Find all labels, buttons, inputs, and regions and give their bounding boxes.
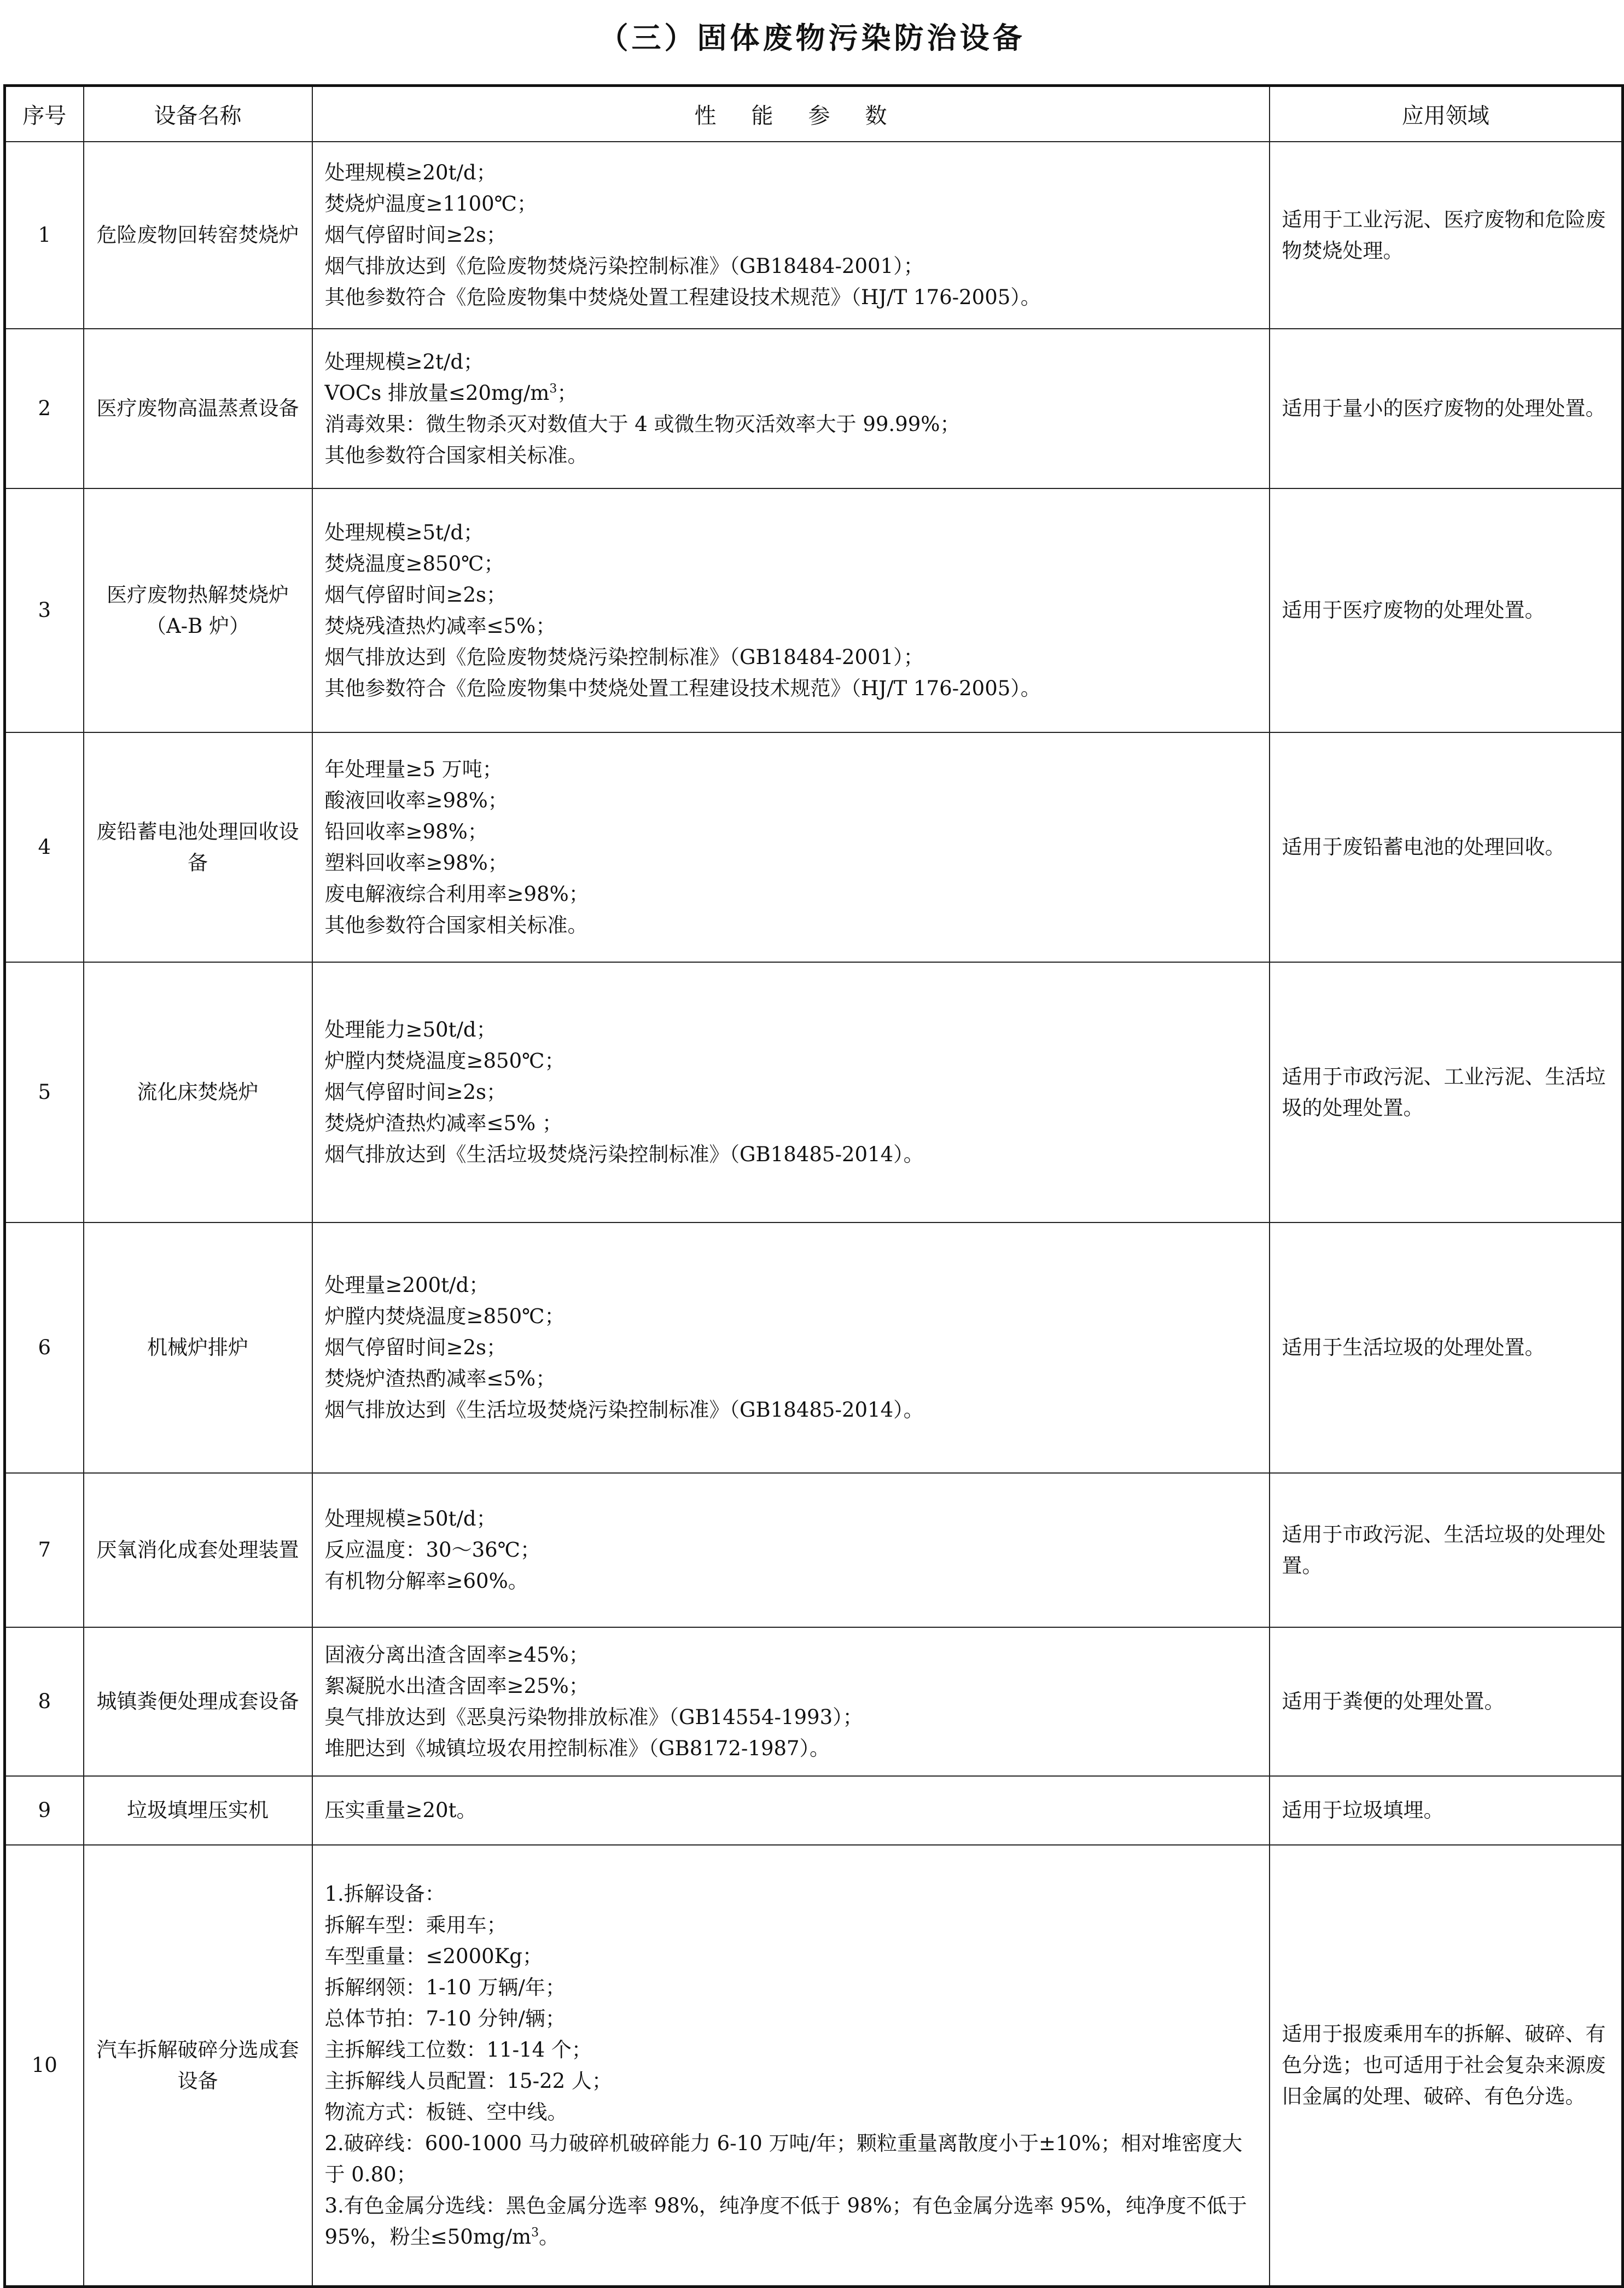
- equipment-name: 废铅蓄电池处理回收设备: [84, 732, 312, 962]
- table-row: [5, 1627, 1623, 1776]
- header-app: 应用领域: [1270, 86, 1623, 142]
- param-line: 处理规模≥20t/d；: [324, 161, 497, 184]
- param-line: 处理能力≥50t/d；: [324, 1018, 497, 1041]
- row-number: 7: [5, 1473, 84, 1627]
- application-field: 适用于工业污泥、医疗废物和危险废物焚烧处理。: [1270, 142, 1623, 329]
- table-row: [5, 142, 1623, 329]
- performance-params: [312, 488, 1270, 732]
- performance-params: [312, 1473, 1270, 1627]
- param-line: 烟气停留时间≥2s；: [324, 1080, 507, 1104]
- table-row: [5, 1222, 1623, 1473]
- row-number: 4: [5, 732, 84, 962]
- param-line: 主拆解线工位数：11-14 个；: [324, 2037, 592, 2062]
- equipment-name: 机械炉排炉: [84, 1222, 312, 1473]
- page-title: （三）固体废物污染防治设备: [598, 21, 1026, 55]
- equipment-name: 城镇粪便处理成套设备: [84, 1627, 312, 1776]
- param-line: 年处理量≥5 万吨；: [324, 757, 503, 781]
- row-number: 5: [5, 962, 84, 1222]
- application-field: 适用于市政污泥、工业污泥、生活垃圾的处理处置。: [1270, 962, 1623, 1222]
- param-line: 焚烧残渣热灼减率≤5%；: [324, 614, 556, 638]
- param-line: 焚烧温度≥850℃；: [324, 551, 504, 575]
- param-line: 焚烧炉渣热酌减率≤5%；: [324, 1367, 556, 1390]
- row-number: 3: [5, 488, 84, 732]
- param-line: 烟气排放达到《危险废物焚烧污染控制标准》（GB18484-2001）；: [324, 254, 924, 278]
- equipment-name: 医疗废物高温蒸煮设备: [84, 329, 312, 488]
- param-line: 废电解液综合利用率≥98%；: [324, 882, 589, 906]
- param-line: 1.拆解设备：: [324, 1882, 445, 1906]
- application-field: 适用于废铅蓄电池的处理回收。: [1270, 732, 1623, 962]
- param-line: 酸液回收率≥98%；: [324, 788, 508, 812]
- param-line: 烟气停留时间≥2s；: [324, 1336, 507, 1359]
- param-line: 堆肥达到《城镇垃圾农用控制标准》（GB8172-1987）。: [324, 1736, 830, 1760]
- param-line: 臭气排放达到《恶臭污染物排放标准》（GB14554-1993）；: [324, 1705, 863, 1729]
- row-number: 6: [5, 1222, 84, 1473]
- param-line: 烟气排放达到《生活垃圾焚烧污染控制标准》（GB18485-2014）。: [324, 1143, 924, 1166]
- equipment-name: 汽车拆解破碎分选成套设备: [84, 1845, 312, 2287]
- header-no: 序号: [5, 86, 84, 142]
- param-line: 焚烧炉温度≥1100℃；: [324, 192, 538, 216]
- param-line: 其他参数符合国家相关标准。: [324, 913, 588, 937]
- param-line: 拆解纲领：1-10 万辆/年；: [324, 1975, 566, 1999]
- param-line: 烟气排放达到《危险废物焚烧污染控制标准》（GB18484-2001）；: [324, 645, 924, 669]
- equipment-table: [3, 84, 1624, 2288]
- performance-params: [312, 1776, 1270, 1845]
- param-line: 总体节拍：7-10 分钟/辆；: [324, 2006, 566, 2030]
- equipment-name: 医疗废物热解焚烧炉（A-B 炉）: [84, 488, 312, 732]
- equipment-name: 垃圾填埋压实机: [84, 1776, 312, 1845]
- table-row: [5, 732, 1623, 962]
- param-line: 处理规模≥2t/d；: [324, 350, 484, 374]
- param-line: 其他参数符合国家相关标准。: [324, 443, 588, 467]
- performance-params: [312, 1222, 1270, 1473]
- param-line: 2.破碎线：600-1000 马力破碎机破碎能力 6-10 万吨/年；颗粒重量离散度小于±10%；相对堆密度大于 0.80；: [324, 2131, 1243, 2186]
- param-line: 炉膛内焚烧温度≥850℃；: [324, 1049, 565, 1073]
- application-field: 适用于市政污泥、生活垃圾的处理处置。: [1270, 1473, 1623, 1627]
- header-params: 性能参数: [312, 86, 1270, 142]
- param-line: 有机物分解率≥60%。: [324, 1569, 528, 1593]
- table-row: [5, 1776, 1623, 1845]
- param-line: 炉膛内焚烧温度≥850℃；: [324, 1305, 565, 1328]
- performance-params: [312, 329, 1270, 488]
- equipment-name: 厌氧消化成套处理装置: [84, 1473, 312, 1627]
- application-field: 适用于垃圾填埋。: [1270, 1776, 1623, 1845]
- table-row: [5, 1845, 1623, 2287]
- application-field: 适用于医疗废物的处理处置。: [1270, 488, 1623, 732]
- performance-params: [312, 732, 1270, 962]
- param-line: 处理规模≥5t/d；: [324, 520, 484, 544]
- param-line: VOCs 排放量$\le 20mg/m^3$；: [324, 381, 578, 405]
- param-line: 其他参数符合《危险废物集中焚烧处置工程建设技术规范》（HJ/T 176-2005）。: [324, 676, 1041, 700]
- param-line: 其他参数符合《危险废物集中焚烧处置工程建设技术规范》（HJ/T 176-2005）。: [324, 286, 1041, 309]
- param-line: 烟气停留时间≥2s；: [324, 223, 507, 247]
- param-line: 烟气停留时间≥2s；: [324, 583, 507, 607]
- param-line: 消毒效果：微生物杀灭对数值大于 4 或微生物灭活效率大于 99.99%；: [324, 412, 961, 436]
- performance-params: [312, 1627, 1270, 1776]
- table-row: [5, 962, 1623, 1222]
- param-line: 物流方式：板链、空中线。: [324, 2100, 568, 2124]
- param-line: 铅回收率≥98%；: [324, 819, 488, 843]
- row-number: 9: [5, 1776, 84, 1845]
- param-line: 反应温度：30～36℃；: [324, 1538, 541, 1562]
- param-line: 主拆解线人员配置：15-22 人；: [324, 2069, 612, 2093]
- table-row: [5, 1473, 1623, 1627]
- table-row: [5, 329, 1623, 488]
- param-line: 烟气排放达到《生活垃圾焚烧污染控制标准》（GB18485-2014）。: [324, 1398, 924, 1422]
- param-line: 固液分离出渣含固率≥45%；: [324, 1643, 589, 1667]
- header-name: 设备名称: [84, 86, 312, 142]
- param-line: 3.有色金属分选线：黑色金属分选率 98%，纯净度不低于 98%；有色金属分选率 95%，纯净度不低于 95%，粉尘$\le 50mg/m^3$。: [324, 2193, 1254, 2249]
- param-line: 絮凝脱水出渣含固率≥25%；: [324, 1674, 589, 1698]
- row-number: 2: [5, 329, 84, 488]
- param-line: 压实重量≥20t。: [324, 1798, 477, 1822]
- table-row: [5, 488, 1623, 732]
- param-line: 处理规模≥50t/d；: [324, 1507, 497, 1530]
- param-line: 处理量≥200t/d；: [324, 1273, 490, 1297]
- param-line: 车型重量：≤2000Kg；: [324, 1944, 543, 1968]
- row-number: 10: [5, 1845, 84, 2287]
- equipment-name: 流化床焚烧炉: [84, 962, 312, 1222]
- param-line: 塑料回收率≥98%；: [324, 851, 508, 875]
- equipment-name: 危险废物回转窑焚烧炉: [84, 142, 312, 329]
- performance-params: [312, 142, 1270, 329]
- application-field: 适用于粪便的处理处置。: [1270, 1627, 1623, 1776]
- param-line: 焚烧炉渣热灼减率≤5% ；: [324, 1111, 562, 1135]
- param-line: 拆解车型：乘用车；: [324, 1913, 507, 1937]
- table-header-row: [5, 86, 1623, 142]
- row-number: 8: [5, 1627, 84, 1776]
- performance-params: [312, 962, 1270, 1222]
- application-field: 适用于生活垃圾的处理处置。: [1270, 1222, 1623, 1473]
- application-field: 适用于报废乘用车的拆解、破碎、有色分选；也可适用于社会复杂来源废旧金属的处理、破碎、有色分选。: [1270, 1845, 1623, 2287]
- performance-params: [312, 1845, 1270, 2287]
- application-field: 适用于量小的医疗废物的处理处置。: [1270, 329, 1623, 488]
- row-number: 1: [5, 142, 84, 329]
